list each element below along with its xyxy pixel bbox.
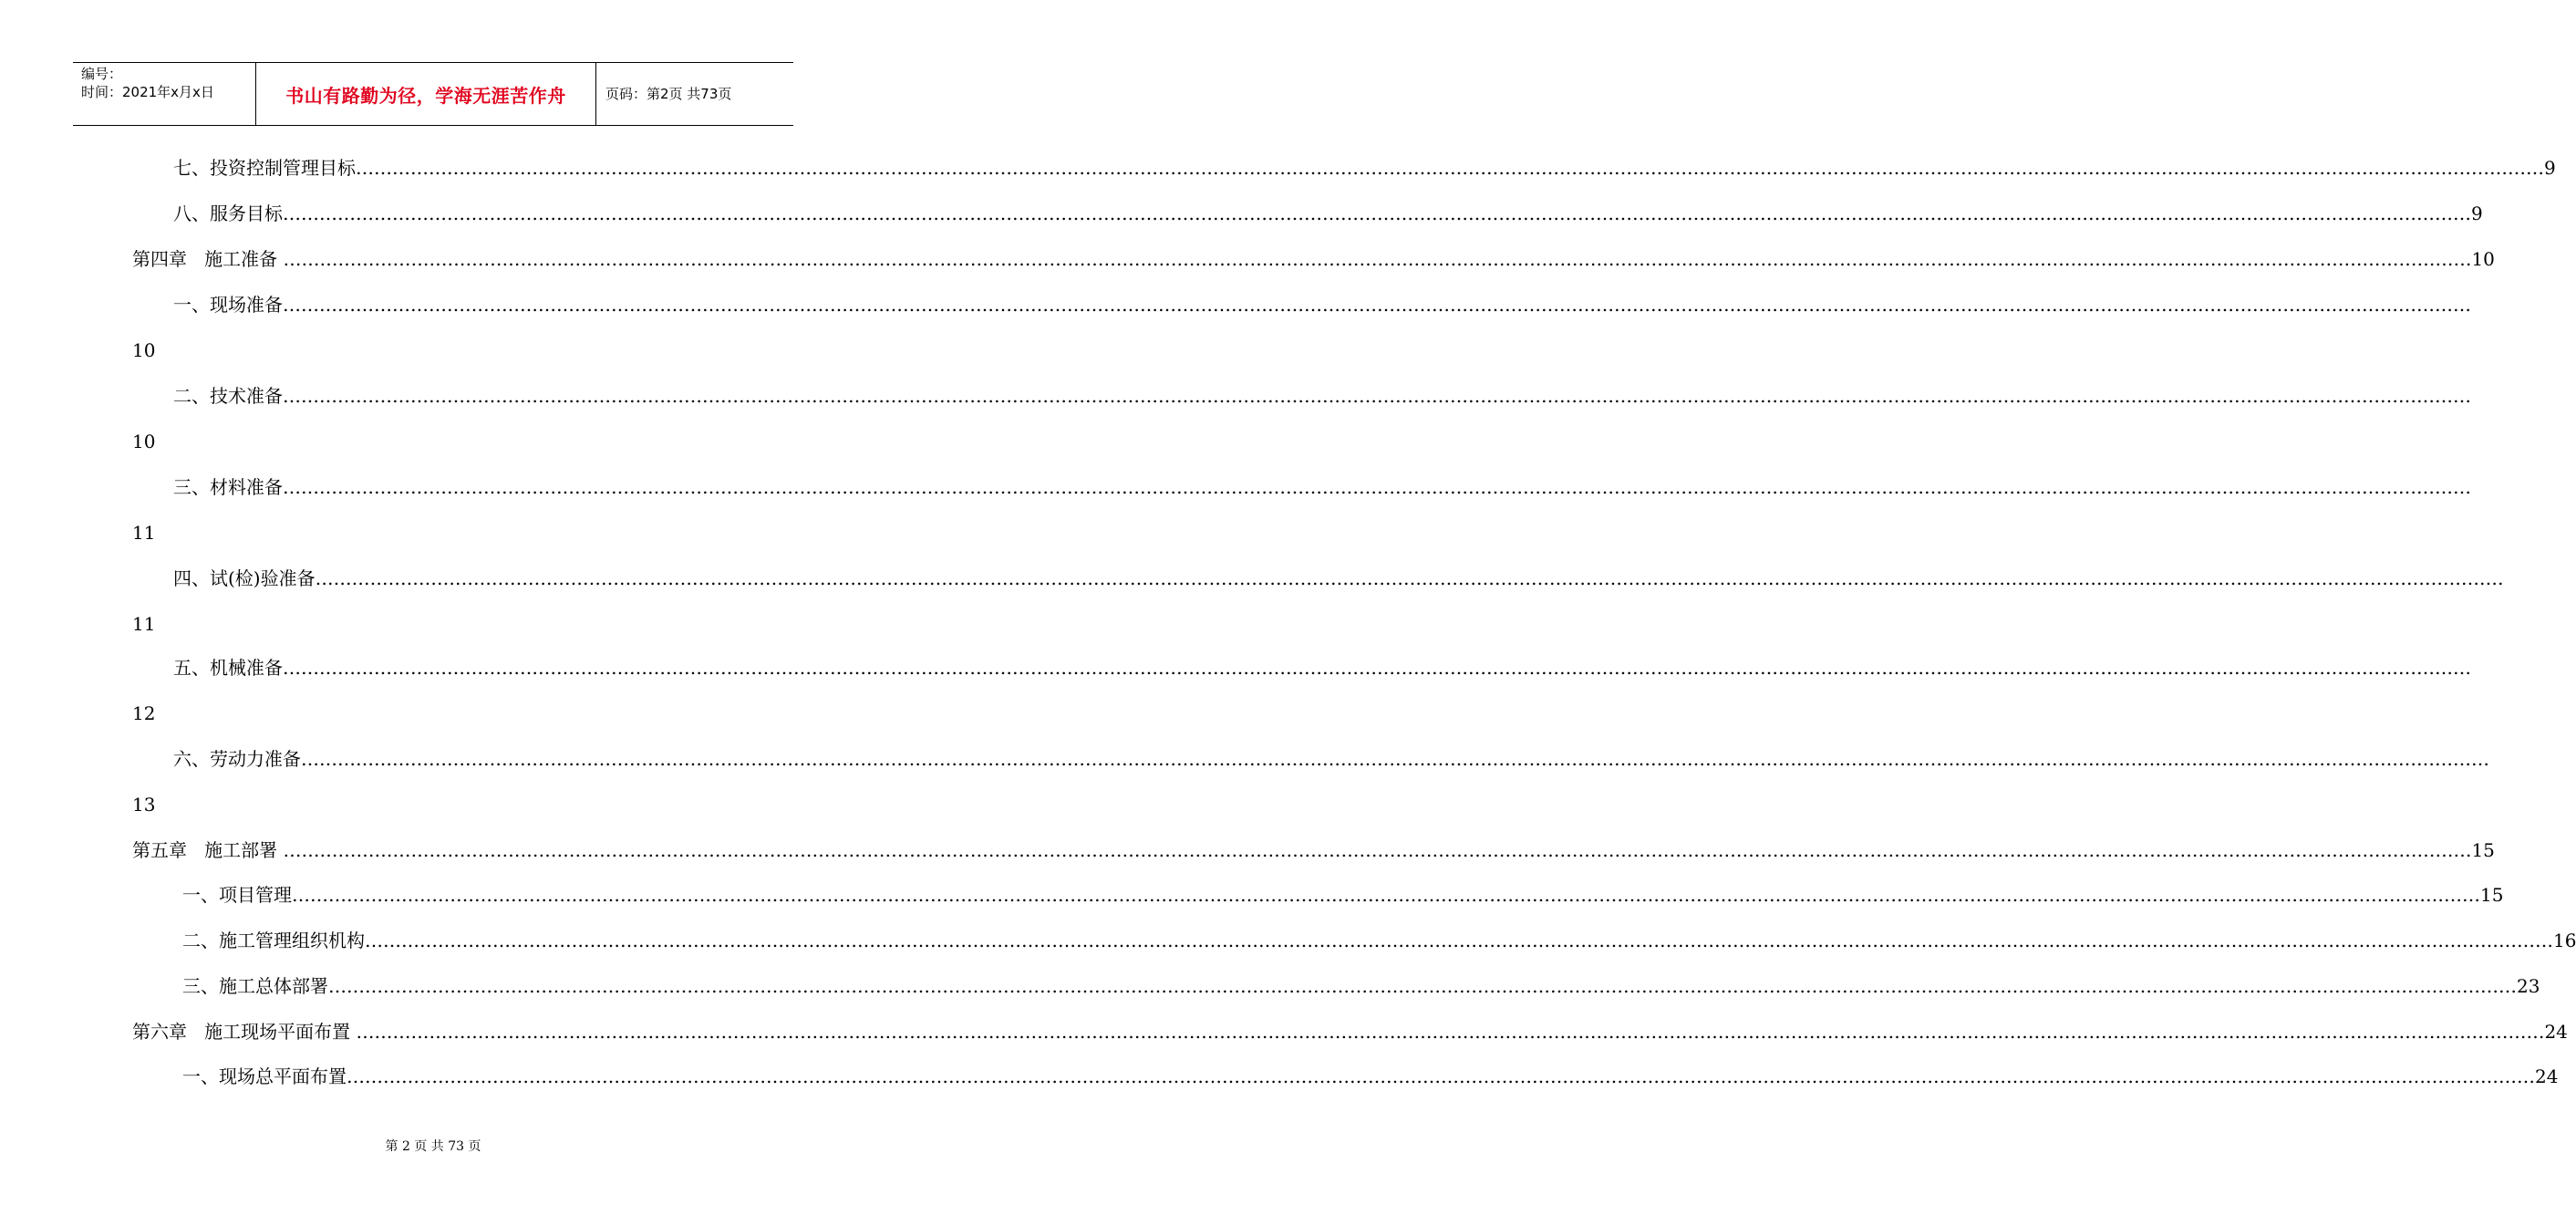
document-number-label: 编号： xyxy=(81,66,123,82)
toc-entry[interactable] xyxy=(173,383,2471,409)
toc-entry[interactable] xyxy=(173,292,2471,317)
toc-entry-title: 四、试(检)验准备 xyxy=(173,567,316,589)
toc-entry[interactable] xyxy=(173,746,2489,772)
toc-dot-leader: ……………………………………………………………………………………………………………………………………………………………………………………………………………………………………………………………………………………………………………………………… xyxy=(347,1065,2535,1087)
toc-entry-title: 第六章 施工现场平面布置 xyxy=(132,1021,357,1043)
toc-entry-title: 二、施工管理组织机构 xyxy=(182,930,365,951)
page-footer: 第 2 页 共 73 页 xyxy=(385,1139,481,1154)
toc-dot-leader: ……………………………………………………………………………………………………………………………………………………………………………………………………………………………………………………………………………………………………………………………… xyxy=(283,476,2471,498)
toc-entry-title: 三、施工总体部署 xyxy=(182,975,328,997)
toc-entry-title: 五、机械准备 xyxy=(173,657,283,679)
toc-entry-title: 三、材料准备 xyxy=(173,476,283,498)
header-page-info: 页码：第2页 共73页 xyxy=(605,86,732,102)
toc-entry[interactable] xyxy=(173,474,2471,500)
toc-entry-title: 一、现场总平面布置 xyxy=(182,1065,347,1087)
toc-entry-title: 八、服务目标 xyxy=(173,203,283,224)
toc-entry[interactable] xyxy=(182,928,2576,953)
toc-entry-page: 24 xyxy=(2535,1065,2559,1087)
toc-entry-page: 13 xyxy=(132,794,156,816)
toc-entry[interactable] xyxy=(173,201,2483,226)
header-meta-cell xyxy=(73,63,256,125)
toc-entry[interactable] xyxy=(182,882,2504,908)
toc-dot-leader: ……………………………………………………………………………………………………………………………………………………………………………………………………………………………………………………………………………………………………………………………… xyxy=(292,884,2480,906)
toc-dot-leader: ……………………………………………………………………………………………………………………………………………………………………………………………………………………………………………………………………………………………………………………………… xyxy=(283,657,2471,679)
toc-entry[interactable] xyxy=(182,1064,2559,1089)
toc-entry-page: 10 xyxy=(2471,248,2495,270)
toc-entry-page: 24 xyxy=(2544,1021,2568,1043)
toc-entry-page: 9 xyxy=(2544,157,2556,179)
toc-entry-page: 11 xyxy=(132,613,156,635)
page-header xyxy=(73,62,793,126)
toc-entry[interactable] xyxy=(173,566,2504,591)
toc-entry-page: 10 xyxy=(132,339,156,361)
toc-entry-title: 一、项目管理 xyxy=(182,884,292,906)
toc-entry-title: 六、劳动力准备 xyxy=(173,748,301,770)
toc-dot-leader: ……………………………………………………………………………………………………………………………………………………………………………………………………………………………………………………………………………………………………………………………… xyxy=(315,567,2504,589)
toc-dot-leader: ……………………………………………………………………………………………………………………………………………………………………………………………………………………………………………………………………………………………………………………………… xyxy=(283,294,2471,316)
toc-dot-leader: ……………………………………………………………………………………………………………………………………………………………………………………………………………………………………………………………………………………………………………………………… xyxy=(301,748,2489,770)
toc-dot-leader: ……………………………………………………………………………………………………………………………………………………………………………………………………………………………………………………………………………………………………………………………… xyxy=(283,248,2472,270)
document-time-label: 时间：2021年x月x日 xyxy=(81,84,214,100)
header-page-cell xyxy=(596,63,802,125)
toc-entry-title: 七、投资控制管理目标 xyxy=(173,157,356,179)
header-motto: 书山有路勤为径，学海无涯苦作舟 xyxy=(285,84,566,107)
toc-entry-page: 23 xyxy=(2517,975,2540,997)
toc-entry[interactable] xyxy=(173,155,2556,181)
toc-dot-leader: ……………………………………………………………………………………………………………………………………………………………………………………………………………………………………………………………………………………………………………………………… xyxy=(365,930,2553,951)
toc-dot-leader: ……………………………………………………………………………………………………………………………………………………………………………………………………………………………………………………………………………………………………………………………… xyxy=(356,157,2544,179)
header-motto-cell xyxy=(256,63,596,125)
toc-dot-leader: ……………………………………………………………………………………………………………………………………………………………………………………………………………………………………………………………………………………………………………………………… xyxy=(283,385,2471,407)
toc-entry-page: 12 xyxy=(132,702,156,724)
toc-entry-page: 15 xyxy=(2471,839,2495,861)
toc-entry-title: 一、现场准备 xyxy=(173,294,283,316)
toc-entry-page: 9 xyxy=(2471,203,2483,224)
toc-dot-leader: ……………………………………………………………………………………………………………………………………………………………………………………………………………………………………………………………………………………………………………………………… xyxy=(328,975,2517,997)
toc-dot-leader: ……………………………………………………………………………………………………………………………………………………………………………………………………………………………………………………………………………………………………………………………… xyxy=(283,839,2472,861)
toc-entry-page: 11 xyxy=(132,522,156,544)
toc-chapter-entry[interactable] xyxy=(132,1019,2568,1044)
toc-chapter-entry[interactable] xyxy=(132,837,2495,863)
toc-entry-title: 第五章 施工部署 xyxy=(132,839,284,861)
toc-entry[interactable] xyxy=(182,973,2540,999)
toc-entry-page: 10 xyxy=(132,431,156,452)
toc-entry-title: 二、技术准备 xyxy=(173,385,283,407)
toc-entry-page: 15 xyxy=(2480,884,2504,906)
toc-entry-title: 第四章 施工准备 xyxy=(132,248,284,270)
toc-entry-page: 16 xyxy=(2553,930,2576,951)
toc-chapter-entry[interactable] xyxy=(132,246,2495,272)
toc-dot-leader: ……………………………………………………………………………………………………………………………………………………………………………………………………………………………………………………………………………………………………………………………… xyxy=(356,1021,2545,1043)
toc-entry[interactable] xyxy=(173,655,2471,681)
toc-dot-leader: ……………………………………………………………………………………………………………………………………………………………………………………………………………………………………………………………………………………………………………………………… xyxy=(283,203,2471,224)
